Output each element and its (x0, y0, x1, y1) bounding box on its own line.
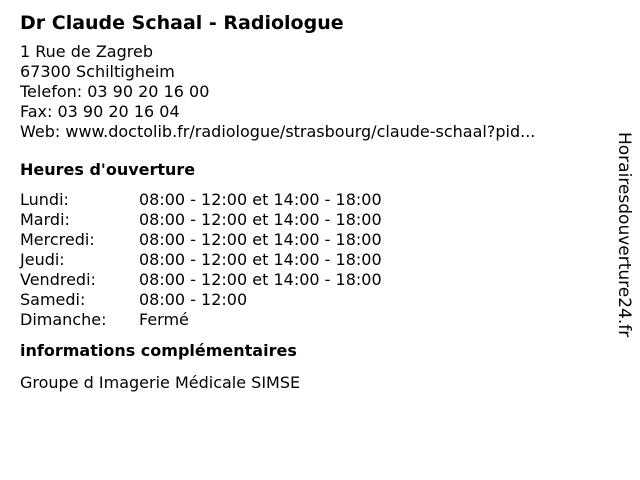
hours-time: 08:00 - 12:00 et 14:00 - 18:00 (139, 250, 382, 269)
hours-day: Dimanche: (20, 310, 107, 329)
hours-day: Samedi: (20, 290, 86, 309)
hours-day: Mercredi: (20, 230, 95, 249)
hours-row-samedi (20, 290, 600, 310)
hours-time: 08:00 - 12:00 et 14:00 - 18:00 (139, 270, 382, 289)
hours-row-mercredi (20, 230, 600, 250)
street-address: 1 Rue de Zagreb (20, 42, 153, 61)
hours-row-vendredi (20, 270, 600, 290)
website-link[interactable]: Web: www.doctolib.fr/radiologue/strasbourg/claude-schaal?pid... (20, 122, 536, 141)
hours-row-mardi (20, 210, 600, 230)
hours-time: 08:00 - 12:00 et 14:00 - 18:00 (139, 230, 382, 249)
city-address: 67300 Schiltigheim (20, 62, 175, 81)
opening-hours-title: Heures d'ouverture (20, 160, 196, 179)
listing-card (20, 10, 600, 393)
opening-hours-table (20, 190, 600, 330)
hours-time: 08:00 - 12:00 et 14:00 - 18:00 (139, 190, 382, 209)
hours-day: Lundi: (20, 190, 69, 209)
hours-row-dimanche (20, 310, 600, 330)
additional-info-title: informations complémentaires (20, 341, 297, 360)
hours-time: 08:00 - 12:00 (139, 290, 248, 309)
hours-time: 08:00 - 12:00 et 14:00 - 18:00 (139, 210, 382, 229)
hours-day: Jeudi: (20, 250, 65, 269)
hours-day: Vendredi: (20, 270, 96, 289)
hours-row-jeudi (20, 250, 600, 270)
hours-day: Mardi: (20, 210, 70, 229)
fax-number: Fax: 03 90 20 16 04 (20, 102, 180, 121)
site-watermark: Horairesdouverture24.fr (614, 132, 634, 338)
phone-number: Telefon: 03 90 20 16 00 (20, 82, 210, 101)
hours-row-lundi (20, 190, 600, 210)
hours-time: Fermé (139, 310, 189, 329)
page-title: Dr Claude Schaal - Radiologue (20, 12, 344, 34)
address-block (20, 42, 600, 142)
additional-info-text: Groupe d Imagerie Médicale SIMSE (20, 373, 301, 392)
